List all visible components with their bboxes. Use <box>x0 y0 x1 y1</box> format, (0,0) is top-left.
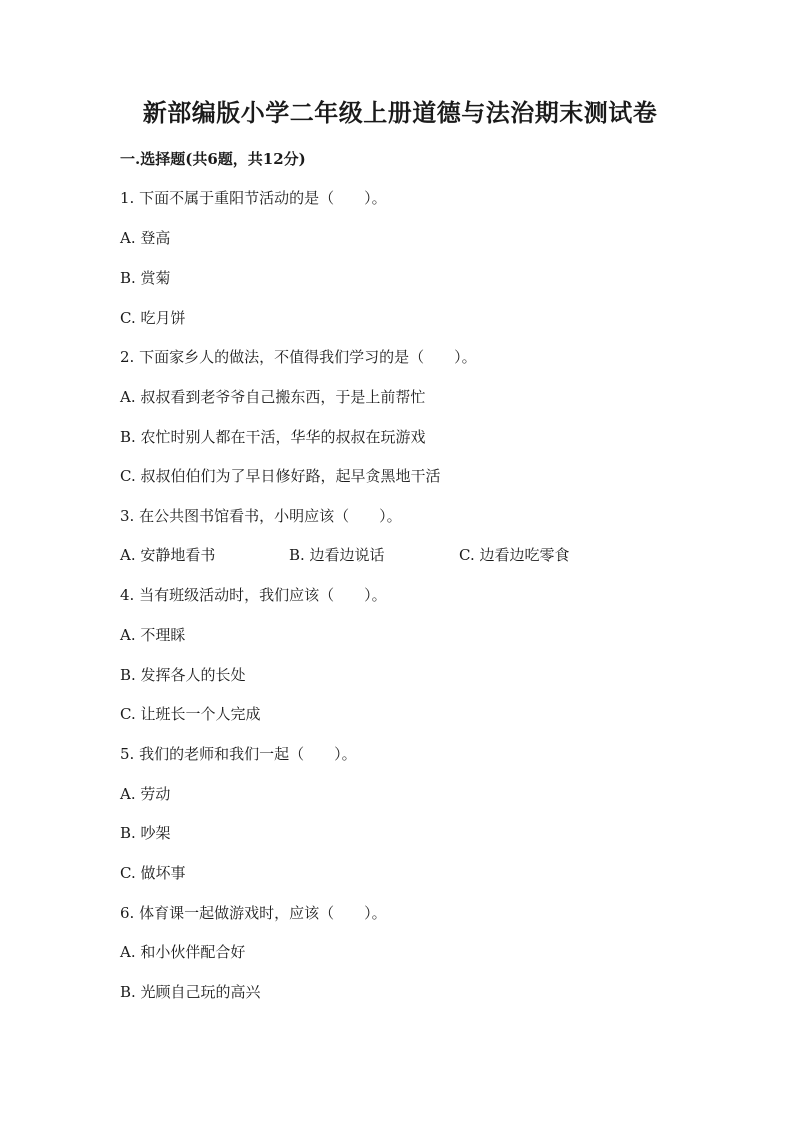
question-2-option-a[interactable]: A. 叔叔看到老爷爷自己搬东西，于是上前帮忙 <box>120 388 426 406</box>
question-5-stem: 5. 我们的老师和我们一起（ ）。 <box>120 745 357 763</box>
question-4-option-a[interactable]: A. 不理睬 <box>120 626 186 644</box>
question-4-option-b[interactable]: B. 发挥各人的长处 <box>120 666 246 684</box>
question-1-stem: 1. 下面不属于重阳节活动的是（ ）。 <box>120 189 387 207</box>
question-4-stem: 4. 当有班级活动时，我们应该（ ）。 <box>120 586 387 604</box>
question-2-option-c[interactable]: C. 叔叔伯伯们为了早日修好路，起早贪黑地干活 <box>120 467 441 485</box>
question-5-option-b[interactable]: B. 吵架 <box>120 824 171 842</box>
section-heading: 一.选择题(共6题，共12分) <box>120 150 306 168</box>
question-4-option-c[interactable]: C. 让班长一个人完成 <box>120 705 261 723</box>
question-1-option-c[interactable]: C. 吃月饼 <box>120 309 186 327</box>
question-3-stem: 3. 在公共图书馆看书，小明应该（ ）。 <box>120 507 402 525</box>
question-6-option-a[interactable]: A. 和小伙伴配合好 <box>120 943 246 961</box>
question-3-option-c[interactable]: C. 边看边吃零食 <box>459 546 570 564</box>
question-3-option-b[interactable]: B. 边看边说话 <box>289 546 385 564</box>
question-3-option-a[interactable]: A. 安静地看书 <box>120 546 216 564</box>
question-2-option-b[interactable]: B. 农忙时别人都在干活，华华的叔叔在玩游戏 <box>120 428 426 446</box>
question-1-option-b[interactable]: B. 赏菊 <box>120 269 171 287</box>
question-6-option-b[interactable]: B. 光顾自己玩的高兴 <box>120 983 261 1001</box>
question-2-stem: 2. 下面家乡人的做法，不值得我们学习的是（ ）。 <box>120 348 477 366</box>
question-5-option-c[interactable]: C. 做坏事 <box>120 864 186 882</box>
question-5-option-a[interactable]: A. 劳动 <box>120 785 171 803</box>
page-title: 新部编版小学二年级上册道德与法治期末测试卷 <box>142 98 658 127</box>
question-1-option-a[interactable]: A. 登高 <box>120 229 171 247</box>
question-6-stem: 6. 体育课一起做游戏时，应该（ ）。 <box>120 904 387 922</box>
